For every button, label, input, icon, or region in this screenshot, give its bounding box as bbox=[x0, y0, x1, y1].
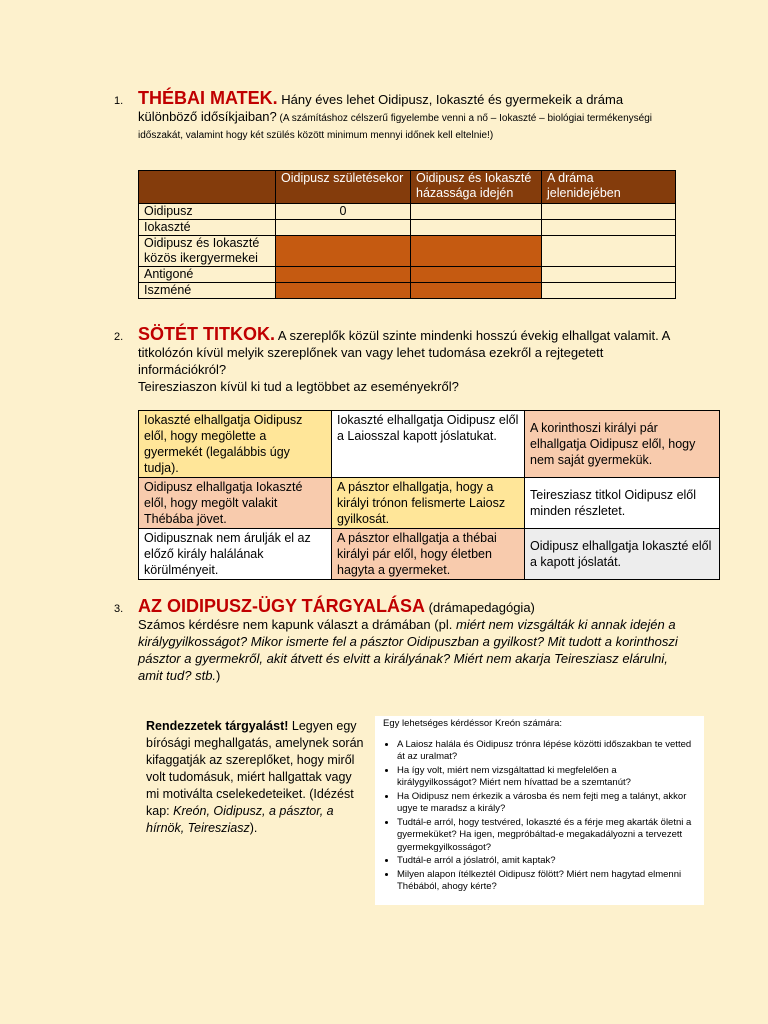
table-cell[interactable] bbox=[542, 236, 676, 267]
table-row bbox=[139, 478, 720, 529]
table-cell-shaded bbox=[276, 267, 411, 283]
table-cell: Oidipusz és Iokaszté közös ikergyermekei bbox=[139, 236, 276, 267]
intro-end: ) bbox=[216, 668, 221, 683]
table-row bbox=[139, 529, 720, 580]
table-cell: Oidipusz bbox=[139, 204, 276, 220]
table-cell[interactable] bbox=[411, 204, 542, 220]
table-cell: A pásztor elhallgatja a thébai királyi pár elől, hogy életben hagyta a gyermeket. bbox=[332, 529, 525, 580]
table-cell: Iszméné bbox=[139, 283, 276, 299]
table-cell: Teiresziasz titkol Oidipusz elől minden részletet. bbox=[525, 478, 720, 529]
section-title: SÖTÉT TITKOK. bbox=[138, 324, 275, 344]
table-row bbox=[139, 283, 676, 299]
list-item: • Tudtál-e arról, hogy testvéred, Iokaszté és a férje meg akarták öletni a gyermeküket? Ha igen, megpróbáltad-e megakadályozni a tervezett gyermekgyilkosságot? bbox=[397, 817, 696, 855]
table-cell-shaded bbox=[276, 283, 411, 299]
section-2-text bbox=[138, 326, 684, 395]
table-cell: Oidipusznak nem árulják el az előző király halálának körülményeit. bbox=[139, 529, 332, 580]
trial-end: ). bbox=[249, 821, 258, 835]
table-cell: Iokaszté bbox=[139, 220, 276, 236]
list-item: • Tudtál-e arról a jóslatról, amit kaptak? bbox=[397, 855, 696, 868]
table-cell[interactable] bbox=[411, 220, 542, 236]
table-cell[interactable] bbox=[542, 220, 676, 236]
section-title: THÉBAI MATEK. bbox=[138, 88, 278, 108]
section-2 bbox=[114, 326, 684, 395]
trial-summoned: Kreón, Oidipusz, a pásztor, a hírnök, Teiresziasz bbox=[146, 804, 334, 835]
section-question: A szereplők közül szinte mindenki hosszú évekig elhallgat valamit. A titkolózón kívül melyik szereplőnek van vagy lehet tudomása ezekről a rejtegetett információkról? bbox=[138, 328, 670, 377]
section-subtitle: (drámapedagógia) bbox=[425, 600, 535, 615]
table-row bbox=[139, 204, 676, 220]
table-row bbox=[139, 267, 676, 283]
table-header bbox=[139, 171, 276, 204]
table-cell: Oidipusz elhallgatja Iokaszté elől, hogy megölt valakit Thébába jövet. bbox=[139, 478, 332, 529]
table-header: A dráma jelenidejében bbox=[542, 171, 676, 204]
section-number: 3. bbox=[114, 603, 124, 615]
table-header: Oidipusz és Iokaszté házassága idején bbox=[411, 171, 542, 204]
secrets-table bbox=[138, 410, 720, 580]
trial-instructions bbox=[146, 718, 368, 837]
intro-italic: miért nem vizsgálták ki annak idején a királygyilkosságot? Mikor ismerte fel a pásztor Oidipuszban a gyilkost? Mit tudott a korinthoszi pásztor a gyermekről, akit átvett és elvitt a királyának? Miért nem akarja Teiresziasz elárulni, amit tud? stb. bbox=[138, 617, 678, 683]
list-item: • Ha Oidipusz nem érkezik a városba és nem fejti meg a talányt, akkor ugye te maradsz a király? bbox=[397, 791, 696, 816]
table-cell-shaded bbox=[276, 236, 411, 267]
intro-text: Számos kérdésre nem kapunk választ a drámában (pl. bbox=[138, 617, 456, 632]
section-1-text bbox=[138, 90, 684, 142]
question-box-title: Egy lehetséges kérdéssor Kreón számára: bbox=[383, 718, 563, 729]
section-question: Hány éves lehet Oidipusz, Iokaszté és gyermekeik a dráma különböző idősíkjaiban? bbox=[138, 92, 624, 124]
section-1 bbox=[114, 90, 684, 142]
table-cell[interactable] bbox=[276, 220, 411, 236]
trial-heading: Rendezzetek tárgyalást! bbox=[146, 719, 289, 733]
question-list bbox=[383, 739, 696, 894]
trial-text: Legyen egy bírósági meghallgatás, amelynek során kifaggatják az szereplőket, hogy miről volt tudomásuk, miért hallgattak vagy mi motiválta cselekedeteiket. (Idézést kap: bbox=[146, 719, 364, 818]
table-cell[interactable] bbox=[542, 267, 676, 283]
table-cell: Antigoné bbox=[139, 267, 276, 283]
table-cell[interactable] bbox=[542, 204, 676, 220]
table-cell-shaded bbox=[411, 267, 542, 283]
table-cell[interactable] bbox=[542, 283, 676, 299]
section-number: 2. bbox=[114, 331, 124, 343]
question-box bbox=[375, 716, 704, 905]
table-cell: Oidipusz elhallgatja Iokaszté elől a kapott jóslatát. bbox=[525, 529, 720, 580]
table-cell: Iokaszté elhallgatja Oidipusz elől a Laiosszal kapott jóslatukat. bbox=[332, 411, 525, 478]
age-table bbox=[138, 170, 676, 299]
table-cell: Iokaszté elhallgatja Oidipusz elől, hogy megölette a gyermekét (legalábbis úgy tudja). bbox=[139, 411, 332, 478]
section-note: (A számításhoz célszerű figyelembe venni a nő – Iokaszté – biológiai termékenységi időszakát, valamint hogy két szülés között minimum mennyi időnek kell eltelnie!) bbox=[138, 113, 652, 141]
table-cell[interactable]: 0 bbox=[276, 204, 411, 220]
table-cell: A korinthoszi királyi pár elhallgatja Oidipusz elől, hogy nem saját gyermekük. bbox=[525, 411, 720, 478]
section-title: AZ OIDIPUSZ-ÜGY TÁRGYALÁSA bbox=[138, 596, 426, 616]
section-question: Teiresziaszon kívül ki tud a legtöbbet az eseményekről? bbox=[138, 379, 459, 394]
section-3-text bbox=[138, 598, 684, 684]
table-cell-shaded bbox=[411, 283, 542, 299]
table-row bbox=[139, 411, 720, 478]
table-row bbox=[139, 236, 676, 267]
list-item: • Ha így volt, miért nem vizsgáltattad ki megfelelően a királygyilkosságot? Miért nem hívattad be a szemtanút? bbox=[397, 765, 696, 790]
table-cell: A pásztor elhallgatja, hogy a királyi trónon felismerte Laiosz gyilkosát. bbox=[332, 478, 525, 529]
table-header-row bbox=[139, 171, 676, 204]
table-row bbox=[139, 220, 676, 236]
section-number: 1. bbox=[114, 95, 124, 107]
list-item: • Milyen alapon ítélkeztél Oidipusz fölött? Miért nem hagytad elmenni Thébából, ahogy kérte? bbox=[397, 869, 696, 894]
table-cell-shaded bbox=[411, 236, 542, 267]
section-3 bbox=[114, 598, 684, 684]
list-item: • A Laiosz halála és Oidipusz trónra lépése közötti időszakban te vetted át az uralmat? bbox=[397, 739, 696, 764]
table-header: Oidipusz születésekor bbox=[276, 171, 411, 204]
